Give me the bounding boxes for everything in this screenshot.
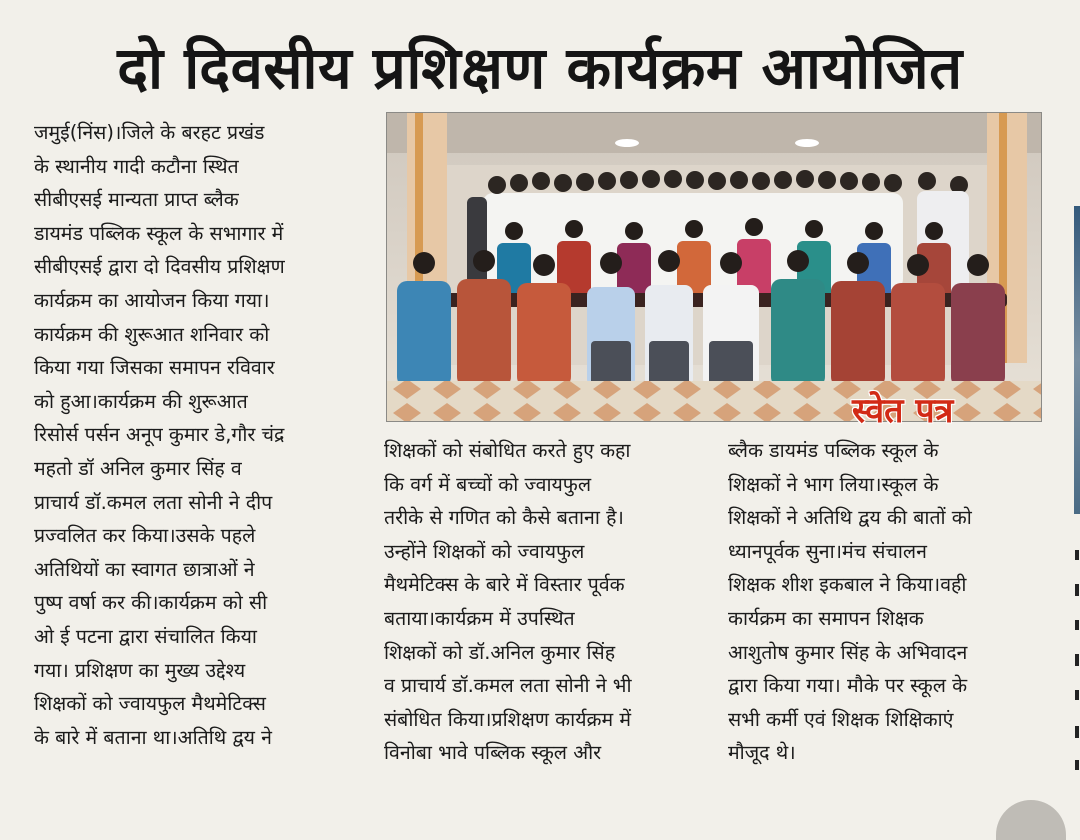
text-line: अतिथियों का स्वागत छात्राओं ने [34,557,255,581]
text-line: प्राचार्य डॉ.कमल लता सोनी ने दीप [34,490,273,514]
text-line: प्रज्वलित कर किया।उसके पहले [34,524,256,548]
text-line: शिक्षकों को डॉ.अनिल कुमार सिंह [384,640,616,664]
text-line: जमुई(निंस)।जिले के बरहट प्रखंड [34,121,265,144]
text-line: ध्यानपूर्वक सुना।मंच संचालन [728,539,927,563]
text-line: शिक्षक शीश इकबाल ने किया।वही [728,573,967,597]
headline: दो दिवसीय प्रशिक्षण कार्यक्रम आयोजित [117,34,963,102]
corner-overlay [996,800,1066,840]
text-line: शिक्षकों को संबोधित करते हुए कहा [384,439,631,462]
text-line: सीबीएसई द्वारा दो दिवसीय प्रशिक्षण [34,255,285,279]
adjacent-photo-edge [1074,206,1080,514]
text-line: द्वारा किया गया। मौके पर स्कूल के [728,674,968,698]
article-column-2 [384,434,702,770]
text-line: शिक्षकों ने अतिथि द्वय की बातों को [728,506,972,530]
text-line: संबोधित किया।प्रशिक्षण कार्यक्रम में [384,707,632,731]
text-line: के बारे में बताना था।अतिथि द्वय ने [34,725,272,749]
photo-watermark: स्वेत पत्र [852,391,954,431]
text-line: पुष्प वर्षा कर की।कार्यक्रम को सी [34,591,268,615]
text-line: विनोबा भावे पब्लिक स्कूल और [384,741,602,765]
text-line: मौजूद थे। [728,741,796,765]
text-line: ब्लैक डायमंड पब्लिक स्कूल के [728,439,939,462]
article-column-3 [728,434,1046,770]
adjacent-text-edge [1074,540,1080,780]
text-line: ओ ई पटना द्वारा संचालित किया [34,624,257,648]
text-line: महतो डॉ अनिल कुमार सिंह व [34,456,242,480]
text-line: किया गया जिसका समापन रविवार [34,356,275,380]
text-line: तरीके से गणित को कैसे बताना है। [384,506,624,530]
text-line: कार्यक्रम का समापन शिक्षक [728,606,924,630]
group-photo [386,112,1042,422]
text-line: कार्यक्रम का आयोजन किया गया। [34,288,270,312]
text-line: को हुआ।कार्यक्रम की शुरूआत [34,389,248,413]
text-line: आशुतोष कुमार सिंह के अभिवादन [728,640,968,664]
text-line: व प्राचार्य डॉ.कमल लता सोनी ने भी [384,674,632,698]
text-line: सभी कर्मी एवं शिक्षक शिक्षिकाएं [728,707,954,731]
text-line: बताया।कार्यक्रम में उपस्थित [384,606,575,630]
text-line: शिक्षकों को ज्वायफुल मैथमेटिक्स [34,692,266,716]
group-photo-image [387,113,1041,421]
text-line: उन्होंने शिक्षकों को ज्वायफुल [384,539,585,563]
text-line: कि वर्ग में बच्चों को ज्वायफुल [384,472,592,496]
text-line: डायमंड पब्लिक स्कूल के सभागार में [34,221,284,245]
text-line: के स्थानीय गादी कटौना स्थित [34,154,239,178]
text-line: रिसोर्स पर्सन अनूप कुमार डे,गौर चंद्र [34,423,285,447]
text-line: शिक्षकों ने भाग लिया।स्कूल के [728,472,939,496]
text-line: सीबीएसई मान्यता प्राप्त ब्लैक [34,188,239,212]
text-line: कार्यक्रम की शुरूआत शनिवार को [34,322,270,346]
text-line: मैथमेटिक्स के बारे में विस्तार पूर्वक [384,573,625,597]
text-line: गया। प्रशिक्षण का मुख्य उद्देश्य [34,658,246,682]
article-column-1 [34,116,356,754]
